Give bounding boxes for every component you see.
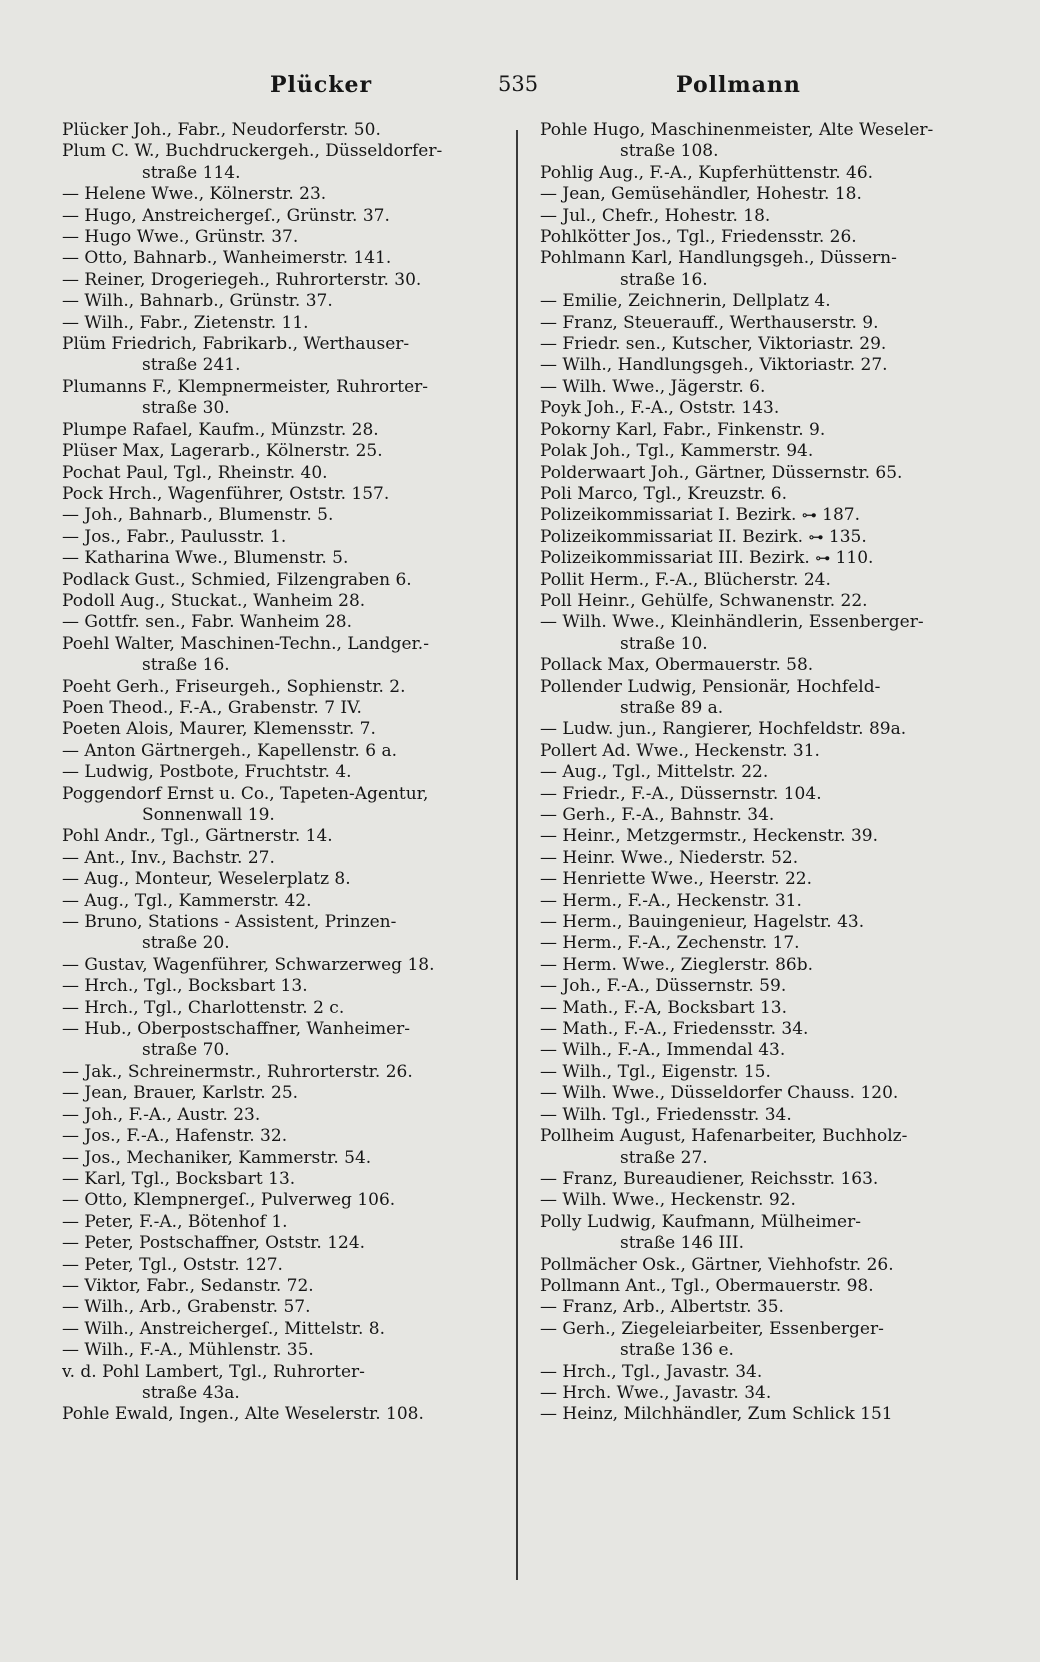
directory-entry — [62, 955, 502, 976]
directory-entry — [540, 441, 978, 462]
entry-text: — Gerh., Ziegeleiarbeiter, Essenberger- — [540, 1318, 884, 1339]
entry-text: — Friedr., F.-A., Düssernstr. 104. — [540, 783, 822, 804]
entry-text: Polizeikommissariat III. Bezirk. — [540, 548, 810, 569]
entry-text: Plücker Joh., Fabr., Neudorferstr. 50. — [62, 120, 381, 140]
entry-text: Plum C. W., Buchdruckergeh., Düsseldorfer- — [62, 141, 443, 162]
telephone-number: 187. — [822, 505, 861, 526]
directory-entry — [540, 398, 978, 419]
directory-entry — [540, 527, 978, 548]
directory-entry — [540, 1190, 978, 1211]
entry-continuation: straße 114. — [142, 162, 241, 183]
entry-continuation: straße 146 III. — [620, 1233, 745, 1254]
directory-entry — [62, 1190, 502, 1211]
directory-entry — [62, 334, 502, 377]
directory-entry — [62, 291, 502, 312]
entry-text: Pollit Herm., F.-A., Blücherstr. 24. — [540, 569, 831, 590]
entry-text: — Jean, Brauer, Karlstr. 25. — [62, 1083, 299, 1104]
entry-continuation: straße 27. — [620, 1147, 708, 1168]
entry-text: Pohle Hugo, Maschinenmeister, Alte Weseler- — [540, 120, 934, 140]
entry-text: — Hub., Oberpostschaffner, Wanheimer- — [62, 1019, 411, 1040]
directory-entry — [540, 1126, 978, 1169]
entry-text: — Joh., F.-A., Austr. 23. — [62, 1104, 261, 1125]
directory-entry — [540, 420, 978, 441]
entry-continuation: straße 16. — [620, 269, 708, 290]
directory-entry — [62, 141, 502, 184]
directory-entry — [62, 313, 502, 334]
directory-entry — [540, 355, 978, 376]
entry-text: Pohlkötter Jos., Tgl., Friedensstr. 26. — [540, 227, 857, 248]
directory-entry — [540, 677, 978, 720]
entry-text: — Math., F.-A, Bocksbart 13. — [540, 997, 788, 1018]
entry-text: — Wilh., Fabr., Zietenstr. 11. — [62, 312, 309, 333]
entry-text: — Peter, Postschaffner, Oststr. 124. — [62, 1233, 366, 1254]
entry-continuation: straße 136 e. — [620, 1340, 734, 1361]
entry-text: Pollack Max, Obermauerstr. 58. — [540, 655, 814, 676]
telephone-icon: ⊶ — [801, 506, 817, 525]
directory-entry — [62, 826, 502, 847]
entry-text: Pollheim August, Hafenarbeiter, Buchholz- — [540, 1126, 908, 1147]
entry-text: — Wilh. Tgl., Friedensstr. 34. — [540, 1104, 792, 1125]
directory-entry — [62, 377, 502, 420]
entry-text: — Jos., Mechaniker, Kammerstr. 54. — [62, 1147, 372, 1168]
directory-entry — [62, 1126, 502, 1147]
directory-entry — [62, 463, 502, 484]
directory-entry — [62, 591, 502, 612]
directory-entry — [540, 891, 978, 912]
directory-entry — [62, 270, 502, 291]
entry-text: — Wilh., Anstreichergeſ., Mittelstr. 8. — [62, 1318, 385, 1339]
directory-entry — [62, 612, 502, 633]
entry-text: — Jul., Chefr., Hohestr. 18. — [540, 205, 771, 226]
directory-entry — [540, 334, 978, 355]
telephone-number: 110. — [835, 548, 874, 569]
entry-text: — Otto, Klempnergeſ., Pulverweg 106. — [62, 1190, 396, 1211]
entry-text: — Jos., Fabr., Paulusstr. 1. — [62, 526, 287, 547]
entry-text: — Jos., F.-A., Hafenstr. 32. — [62, 1126, 288, 1147]
directory-entry — [62, 1297, 502, 1318]
entry-text: — Karl, Tgl., Bocksbart 13. — [62, 1168, 296, 1189]
entry-text: — Helene Wwe., Kölnerstr. 23. — [62, 184, 327, 205]
entry-text: — Joh., Bahnarb., Blumenstr. 5. — [62, 505, 334, 526]
header-right-keyword: Pollmann — [676, 72, 801, 98]
left-column — [62, 120, 502, 1426]
entry-text: Poeht Gerh., Friseurgeh., Sophienstr. 2. — [62, 676, 406, 697]
entry-continuation: straße 89 a. — [620, 697, 724, 718]
entry-text: — Peter, Tgl., Oststr. 127. — [62, 1254, 283, 1275]
entry-text: Poyk Joh., F.-A., Oststr. 143. — [540, 398, 780, 419]
entry-text: — Wilh. Wwe., Düsseldorfer Chauss. 120. — [540, 1083, 899, 1104]
entry-text: — Wilh., Handlungsgeh., Viktoriastr. 27. — [540, 355, 888, 376]
directory-entry — [540, 1255, 978, 1276]
entry-text: — Wilh., F.-A., Immendal 43. — [540, 1040, 786, 1061]
directory-entry — [540, 826, 978, 847]
entry-text: — Herm., F.-A., Zechenstr. 17. — [540, 933, 800, 954]
directory-entry — [540, 741, 978, 762]
entry-text: — Hrch. Wwe., Javastr. 34. — [540, 1382, 772, 1403]
directory-entry — [62, 998, 502, 1019]
column-divider — [516, 130, 518, 1580]
directory-entry — [540, 570, 978, 591]
entry-text: — Hrch., Tgl., Charlottenstr. 2 c. — [62, 997, 345, 1018]
directory-entry — [540, 1362, 978, 1383]
entry-text: — Anton Gärtnergeh., Kapellenstr. 6 a. — [62, 740, 398, 761]
directory-entry — [62, 420, 502, 441]
directory-entry — [540, 591, 978, 612]
directory-entry — [62, 677, 502, 698]
entry-text: Pohle Ewald, Ingen., Alte Weselerstr. 108. — [62, 1404, 424, 1425]
directory-entry — [540, 955, 978, 976]
entry-text: Polizeikommissariat I. Bezirk. — [540, 505, 797, 526]
entry-text: — Hrch., Tgl., Javastr. 34. — [540, 1361, 763, 1382]
directory-entry — [540, 484, 978, 505]
directory-entry — [62, 719, 502, 740]
entry-text: — Hrch., Tgl., Bocksbart 13. — [62, 976, 308, 997]
directory-entry — [540, 1319, 978, 1362]
entry-text: — Heinr., Metzgermstr., Heckenstr. 39. — [540, 826, 878, 847]
entry-text: — Friedr. sen., Kutscher, Viktoriastr. 29. — [540, 334, 887, 355]
directory-entry — [62, 869, 502, 890]
directory-entry — [62, 762, 502, 783]
entry-text: — Ludwig, Postbote, Fruchtstr. 4. — [62, 762, 352, 783]
entry-text: — Katharina Wwe., Blumenstr. 5. — [62, 548, 349, 569]
entry-text: — Wilh., Arb., Grabenstr. 57. — [62, 1297, 311, 1318]
page-number: 535 — [498, 72, 539, 96]
entry-text: Pohl Andr., Tgl., Gärtnerstr. 14. — [62, 826, 333, 847]
entry-continuation: straße 43a. — [142, 1382, 240, 1403]
directory-entry — [62, 505, 502, 526]
entry-text: — Aug., Tgl., Kammerstr. 42. — [62, 890, 312, 911]
directory-entry — [62, 784, 502, 827]
entry-text: — Franz, Arb., Albertstr. 35. — [540, 1297, 784, 1318]
directory-entry — [62, 1083, 502, 1104]
entry-text: — Hugo, Anstreichergeſ., Grünstr. 37. — [62, 205, 390, 226]
entry-text: — Jean, Gemüsehändler, Hohestr. 18. — [540, 184, 862, 205]
entry-text: — Otto, Bahnarb., Wanheimerstr. 141. — [62, 248, 392, 269]
entry-text: — Ludw. jun., Rangierer, Hochfeldstr. 89a. — [540, 719, 907, 740]
right-column — [540, 120, 978, 1426]
entry-continuation: Sonnenwall 19. — [142, 805, 275, 825]
directory-entry — [540, 206, 978, 227]
entry-text: — Gottfr. sen., Fabr. Wanheim 28. — [62, 612, 352, 633]
directory-entry — [540, 248, 978, 291]
entry-text: — Franz, Steuerauff., Werthauserstr. 9. — [540, 312, 879, 333]
entry-text: — Wilh., Bahnarb., Grünstr. 37. — [62, 291, 333, 312]
entry-text: — Aug., Tgl., Mittelstr. 22. — [540, 762, 769, 783]
directory-entry — [62, 1319, 502, 1340]
entry-text: — Jak., Schreinermstr., Ruhrorterstr. 26. — [62, 1061, 413, 1082]
entry-text: Polderwaart Joh., Gärtner, Düssernstr. 65. — [540, 462, 903, 483]
entry-text: Plüm Friedrich, Fabrikarb., Werthauser- — [62, 334, 410, 355]
entry-text: — Bruno, Stations - Assistent, Prinzen- — [62, 912, 397, 933]
directory-entry — [62, 741, 502, 762]
entry-text: — Ant., Inv., Bachstr. 27. — [62, 847, 275, 868]
entry-text: — Franz, Bureaudiener, Reichsstr. 163. — [540, 1168, 879, 1189]
directory-entry — [540, 1169, 978, 1190]
entry-text: Plumpe Rafael, Kaufm., Münzstr. 28. — [62, 419, 379, 440]
entry-continuation: straße 70. — [142, 1040, 230, 1061]
entry-text: — Heinr. Wwe., Niederstr. 52. — [540, 847, 799, 868]
entry-continuation: straße 241. — [142, 355, 241, 376]
entry-text: — Herm., F.-A., Heckenstr. 31. — [540, 890, 802, 911]
directory-entry — [540, 163, 978, 184]
entry-continuation: straße 10. — [620, 633, 708, 654]
directory-entry — [540, 1105, 978, 1126]
directory-entry — [62, 206, 502, 227]
directory-entry — [62, 1019, 502, 1062]
entry-text: — Hugo Wwe., Grünstr. 37. — [62, 227, 299, 248]
header-left-keyword: Plücker — [270, 72, 373, 98]
entry-text: — Wilh., F.-A., Mühlenstr. 35. — [62, 1340, 314, 1361]
entry-text: Poeten Alois, Maurer, Klemensstr. 7. — [62, 719, 376, 740]
directory-entry — [540, 313, 978, 334]
entry-text: Poll Heinr., Gehülfe, Schwanenstr. 22. — [540, 590, 868, 611]
directory-entry — [62, 484, 502, 505]
directory-entry — [540, 291, 978, 312]
directory-entry — [540, 912, 978, 933]
directory-entry — [62, 1169, 502, 1190]
directory-entry — [540, 505, 978, 526]
telephone-icon: ⊶ — [815, 549, 831, 568]
entry-text: — Wilh. Wwe., Jägerstr. 6. — [540, 376, 766, 397]
directory-entry — [62, 912, 502, 955]
entry-text: — Reiner, Drogeriegeh., Ruhrorterstr. 30. — [62, 269, 422, 290]
entry-text: Pohlig Aug., F.-A., Kupferhüttenstr. 46. — [540, 162, 874, 183]
directory-entry — [540, 655, 978, 676]
entry-text: Podlack Gust., Schmied, Filzengraben 6. — [62, 569, 412, 590]
entry-text: Pock Hrch., Wagenführer, Oststr. 157. — [62, 483, 390, 504]
directory-entry — [540, 719, 978, 740]
directory-entry — [540, 1212, 978, 1255]
entry-text: Polly Ludwig, Kaufmann, Mülheimer- — [540, 1211, 861, 1232]
directory-entry — [540, 120, 978, 163]
entry-text: — Wilh. Wwe., Heckenstr. 92. — [540, 1190, 796, 1211]
directory-entry — [62, 1148, 502, 1169]
entry-text: Pollender Ludwig, Pensionär, Hochfeld- — [540, 676, 881, 697]
entry-text: — Herm. Wwe., Zieglerstr. 86b. — [540, 954, 813, 975]
directory-entry — [62, 1233, 502, 1254]
directory-entry — [540, 1297, 978, 1318]
directory-entry — [62, 848, 502, 869]
directory-entry — [62, 184, 502, 205]
directory-entry — [540, 1019, 978, 1040]
directory-entry — [540, 612, 978, 655]
directory-entry — [62, 1062, 502, 1083]
directory-entry — [540, 1404, 978, 1425]
entry-text: — Wilh. Wwe., Kleinhändlerin, Essenberger- — [540, 612, 924, 633]
directory-entry — [62, 570, 502, 591]
entry-text: — Viktor, Fabr., Sedanstr. 72. — [62, 1275, 314, 1296]
entry-text: — Gustav, Wagenführer, Schwarzerweg 18. — [62, 954, 435, 975]
entry-text: Podoll Aug., Stuckat., Wanheim 28. — [62, 590, 366, 611]
directory-entry — [62, 891, 502, 912]
directory-entry — [62, 120, 502, 141]
entry-text: Pollmann Ant., Tgl., Obermauerstr. 98. — [540, 1275, 874, 1296]
directory-entry — [62, 1276, 502, 1297]
directory-entry — [62, 527, 502, 548]
directory-entry — [540, 377, 978, 398]
entry-text: v. d. Pohl Lambert, Tgl., Ruhrorter- — [62, 1361, 365, 1382]
entry-text: Poen Theod., F.-A., Grabenstr. 7 IV. — [62, 697, 362, 718]
directory-entry — [540, 998, 978, 1019]
entry-continuation: straße 16. — [142, 655, 230, 676]
entry-text: Pollert Ad. Wwe., Heckenstr. 31. — [540, 740, 820, 761]
directory-entry — [62, 1212, 502, 1233]
entry-text: — Wilh., Tgl., Eigenstr. 15. — [540, 1061, 771, 1082]
entry-text: Pohlmann Karl, Handlungsgeh., Düssern- — [540, 248, 897, 269]
directory-entry — [540, 805, 978, 826]
entry-text: Pollmächer Osk., Gärtner, Viehhofstr. 26. — [540, 1254, 894, 1275]
directory-entry — [540, 184, 978, 205]
entry-text: — Gerh., F.-A., Bahnstr. 34. — [540, 805, 775, 825]
directory-entry — [540, 227, 978, 248]
directory-entry — [62, 1255, 502, 1276]
directory-entry — [540, 869, 978, 890]
entry-text: Poli Marco, Tgl., Kreuzstr. 6. — [540, 483, 787, 504]
entry-continuation: straße 108. — [620, 141, 719, 162]
entry-text: Polizeikommissariat II. Bezirk. — [540, 526, 804, 547]
directory-entry — [62, 248, 502, 269]
entry-text: — Peter, F.-A., Bötenhof 1. — [62, 1211, 288, 1232]
directory-entry — [62, 227, 502, 248]
entry-text: — Henriette Wwe., Heerstr. 22. — [540, 869, 813, 890]
directory-entry — [62, 1362, 502, 1405]
entry-text: Poehl Walter, Maschinen-Techn., Landger.- — [62, 633, 429, 654]
page-header — [0, 72, 1040, 112]
directory-entry — [540, 1383, 978, 1404]
directory-entry — [62, 698, 502, 719]
entry-text: Plumanns F., Klempnermeister, Ruhrorter- — [62, 376, 429, 397]
directory-entry — [540, 848, 978, 869]
directory-entry — [540, 1083, 978, 1104]
entry-text: — Emilie, Zeichnerin, Dellplatz 4. — [540, 291, 831, 312]
entry-text: — Math., F.-A., Friedensstr. 34. — [540, 1019, 809, 1040]
directory-entry — [540, 1040, 978, 1061]
directory-entry — [540, 784, 978, 805]
directory-entry — [540, 976, 978, 997]
entry-text: Pokorny Karl, Fabr., Finkenstr. 9. — [540, 419, 826, 440]
telephone-icon: ⊶ — [808, 527, 824, 546]
entry-text: Polak Joh., Tgl., Kammerstr. 94. — [540, 441, 814, 462]
entry-text: Plüser Max, Lagerarb., Kölnerstr. 25. — [62, 441, 383, 462]
directory-entry — [540, 548, 978, 569]
entry-text: — Herm., Bauingenieur, Hagelstr. 43. — [540, 912, 865, 933]
directory-entry — [540, 1276, 978, 1297]
entry-text: Pochat Paul, Tgl., Rheinstr. 40. — [62, 462, 328, 483]
directory-entry — [62, 548, 502, 569]
entry-text: — Aug., Monteur, Weselerplatz 8. — [62, 869, 351, 890]
entry-continuation: straße 30. — [142, 398, 230, 419]
directory-entry — [62, 1404, 502, 1425]
entry-continuation: straße 20. — [142, 933, 230, 954]
directory-entry — [62, 441, 502, 462]
entry-text: — Heinz, Milchhändler, Zum Schlick 151 — [540, 1404, 893, 1425]
directory-entry — [62, 634, 502, 677]
entry-text: — Joh., F.-A., Düssernstr. 59. — [540, 976, 787, 997]
directory-entry — [540, 933, 978, 954]
entry-text: Poggendorf Ernst u. Co., Tapeten-Agentur, — [62, 783, 429, 804]
directory-entry — [62, 1105, 502, 1126]
directory-entry — [540, 762, 978, 783]
directory-entry — [540, 1062, 978, 1083]
telephone-number: 135. — [828, 526, 867, 547]
directory-entry — [62, 976, 502, 997]
directory-entry — [62, 1340, 502, 1361]
directory-entry — [540, 463, 978, 484]
